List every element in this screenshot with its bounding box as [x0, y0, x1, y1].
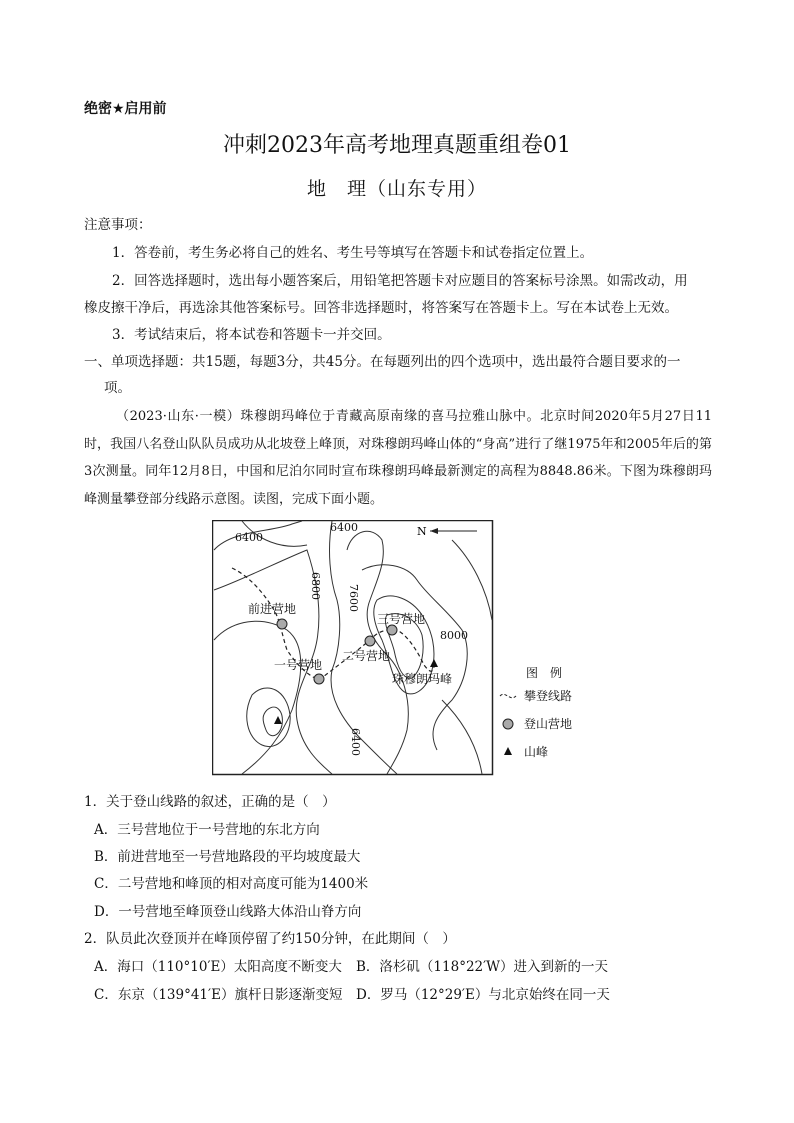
notice-item-3: 3．考试结束后，将本试卷和答题卡一并交回。: [112, 327, 391, 343]
contour-label-8000: 8000: [440, 629, 468, 642]
section-heading: 一、单项选择题：共15题，每题3分，共45分。在每题列出的四个选项中，选出最符合题目要求的一: [84, 354, 681, 370]
contour-label-6400-a: 6400: [235, 531, 263, 544]
question-1-option-d: D．一号营地至峰顶登山线路大体沿山脊方向: [94, 904, 362, 920]
camp-2: [365, 636, 375, 646]
north-arrow-head: [430, 528, 438, 534]
camp-1: [314, 674, 324, 684]
question-1-stem: 1．关于登山线路的叙述，正确的是（ ）: [84, 794, 336, 810]
contour-label-7600: 7600: [347, 584, 360, 612]
camp-label-3: 三号营地: [377, 612, 426, 626]
exam-title: 冲刺2023年高考地理真题重组卷01: [223, 133, 571, 158]
contour-label-6400-c: 6400: [349, 728, 362, 756]
legend-title: 图 例: [526, 666, 563, 680]
legend-peak-icon: [504, 747, 512, 755]
route-map-figure: [212, 520, 592, 778]
camp-label-forward: 前进营地: [248, 602, 297, 616]
legend-route-symbol: [500, 694, 516, 697]
notice-item-1: 1．答卷前，考生务必将自己的姓名、考生号等填写在答题卡和试卷指定位置上。: [112, 245, 594, 261]
question-2-option-c: C．东京（139°41′E）旗杆日影逐渐变短: [94, 987, 343, 1003]
peak-everest-icon: [430, 659, 438, 667]
section-heading-cont: 项。: [104, 380, 131, 396]
camp-label-1: 一号营地: [274, 658, 323, 672]
north-label: N: [417, 525, 427, 538]
camp-3: [387, 625, 397, 635]
notice-heading: 注意事项：: [84, 217, 152, 233]
question-2-stem: 2．队员此次登顶并在峰顶停留了约150分钟，在此期间（ ）: [84, 931, 456, 947]
camp-label-2: 二号营地: [342, 649, 391, 663]
exam-subtitle: 地 理（山东专用）: [306, 178, 487, 200]
notice-item-2: 2．回答选择题时，选出每小题答案后，用铅笔把答题卡对应题目的答案标号涂黑。如需改动，用: [112, 273, 688, 289]
question-1-option-c: C．二号营地和峰顶的相对高度可能为1400米: [94, 876, 369, 892]
map-legend: [500, 665, 572, 759]
legend-camp-symbol: [503, 719, 513, 729]
notice-item-2-cont: 橡皮擦干净后，再选涂其他答案标号。回答非选择题时，将答案写在答题卡上。写在本试卷上无效。: [84, 300, 678, 316]
question-stem: （2023·山东·一模）珠穆朗玛峰位于青藏高原南缘的喜马拉雅山脉中。北京时间2020年5月27日11时，我国八名登山队队员成功从北坡登上峰顶，对珠穆朗玛峰山体的“身高”进行了继1975年和2005年后的第3次测量。同年12月8日，中国和尼泊尔同时宣布珠穆朗玛峰最新测定的高程为8848.86米。下图为珠穆朗玛峰测量攀登部分线路示意图。读图，完成下面小题。: [84, 409, 712, 507]
question-2-option-b: B．洛杉矶（118°22′W）进入到新的一天: [356, 959, 609, 975]
contour-label-6400-b: 6400: [330, 521, 358, 534]
peak-label: 珠穆朗玛峰: [392, 672, 453, 686]
legend-peak: 山峰: [524, 745, 549, 759]
question-2-option-a: A．海口（110°10′E）太阳高度不断变大: [94, 959, 342, 975]
contour-label-6800: 6800: [309, 572, 322, 600]
legend-route: 攀登线路: [524, 689, 573, 703]
question-1-option-b: B．前进营地至一号营地路段的平均坡度最大: [94, 849, 361, 865]
camp-forward: [277, 619, 287, 629]
question-1-option-a: A．三号营地位于一号营地的东北方向: [94, 822, 320, 838]
confidential-label: 绝密★启用前: [84, 101, 167, 117]
question-2-option-d: D．罗马（12°29′E）与北京始终在同一天: [356, 987, 610, 1003]
peak-secondary-icon: [274, 716, 282, 724]
legend-camp: 登山营地: [524, 717, 573, 731]
